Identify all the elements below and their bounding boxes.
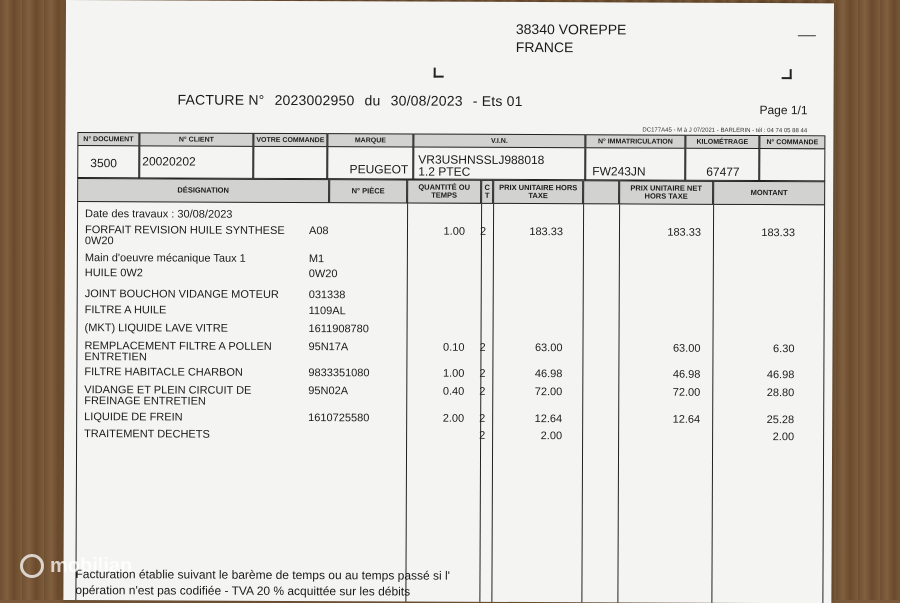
cell-piece: 9833351080 [308, 367, 369, 379]
val-votre-commande-cell [253, 147, 327, 179]
hdr-n-commande: N° COMMANDE [759, 135, 825, 149]
cell-d1: TRAITEMENT DECHETS [84, 428, 210, 441]
hdr-document: N° DOCUMENT [77, 132, 139, 146]
cell-pu: 183.33 [495, 226, 563, 238]
val-vin-detail: 1.2 PTEC [418, 166, 544, 179]
cell-piece: M1 [309, 253, 324, 265]
cell-pu: 63.00 [494, 342, 562, 354]
cell-d1: FILTRE HABITACLE CHARBON [84, 366, 243, 379]
val-document-cell [77, 146, 139, 178]
address-corner-right [782, 69, 792, 79]
work-date: Date des travaux : 30/08/2023 [85, 208, 232, 221]
hdr-designation [77, 178, 329, 203]
cell-ct: 2 [480, 226, 486, 238]
col-line [75, 202, 78, 602]
watermark-logo [20, 554, 132, 578]
cell-pun: 12.64 [620, 413, 700, 425]
col-line [581, 204, 584, 603]
cell-d1: REMPLACEMENT FILTRE A POLLEN [84, 340, 271, 353]
footer-line-2: opération n'est pas codifiée - TVA 20 % acquittée sur les débits [75, 582, 450, 600]
cell-qty: 0.40 [408, 385, 464, 397]
hdr-pu-label: PRIX UNITAIRE HORS TAXE [494, 184, 582, 200]
val-document: 3500 [90, 156, 117, 170]
cell-pun: 63.00 [620, 342, 700, 354]
hdr-votre-commande: VOTRE COMMANDE [253, 133, 327, 147]
col-line [491, 204, 494, 603]
invoice-number: 2023002950 [275, 92, 355, 108]
hdr-pu [493, 180, 583, 204]
cell-pun: 46.98 [620, 368, 700, 380]
cell-ct: 2 [479, 368, 485, 380]
hdr-piece-label: N° PIÈCE [352, 187, 385, 195]
invoice-du: du [365, 92, 381, 108]
val-vin: VR3USHNSSLJ988018 [418, 154, 544, 167]
customer-address [516, 20, 627, 56]
col-line [617, 204, 620, 603]
invoice-label: FACTURE N° [178, 91, 265, 107]
cell-piece: 0W20 [309, 268, 338, 280]
cell-montant: 46.98 [716, 369, 794, 381]
col-line [479, 204, 482, 603]
watermark-text: mobilian [50, 555, 132, 578]
cell-qty: 2.00 [408, 412, 464, 424]
cell-montant: 183.33 [717, 227, 795, 239]
cell-ct: 2 [479, 430, 485, 442]
address-city: 38340 VOREPPE [516, 20, 627, 38]
hdr-montant [713, 181, 825, 205]
hdr-montant-label: MONTANT [751, 189, 788, 197]
hdr-immat: N° IMMATRICULATION [585, 134, 685, 148]
cell-d1: JOINT BOUCHON VIDANGE MOTEUR [85, 288, 279, 301]
cell-montant: 6.30 [716, 343, 794, 355]
invoice-ets: - Ets 01 [473, 93, 523, 109]
val-immat-cell [585, 148, 685, 180]
cell-montant: 28.80 [716, 387, 794, 399]
val-km: 67477 [706, 165, 739, 179]
cell-piece: 95N17A [308, 341, 348, 353]
cell-pu: 2.00 [494, 430, 562, 442]
hdr-ct-label: C T [482, 184, 492, 200]
cell-d1: FORFAIT REVISION HUILE SYNTHESE [85, 224, 285, 237]
hdr-designation-label: DÉSIGNATION [177, 186, 229, 194]
val-marque: PEUGEOT [350, 162, 409, 176]
cell-piece: A08 [309, 225, 329, 237]
col-line [405, 203, 408, 603]
cell-qty: 1.00 [409, 225, 465, 237]
cell-pu: 46.98 [494, 368, 562, 380]
invoice-table [75, 132, 825, 603]
cell-d1: VIDANGE ET PLEIN CIRCUIT DE [84, 384, 251, 397]
cell-pu: 72.00 [494, 386, 562, 398]
invoice-date: 30/08/2023 [391, 92, 463, 108]
val-marque-cell [327, 147, 413, 179]
cell-ct: 2 [479, 342, 485, 354]
hdr-pun-label: PRIX UNITAIRE NET HORS TAXE [620, 184, 712, 200]
cell-piece: 1610725580 [308, 412, 369, 424]
cell-d1: FILTRE A HUILE [85, 304, 167, 316]
cell-d2: ENTRETIEN [84, 351, 146, 363]
cell-pun: 183.33 [621, 226, 701, 238]
cell-pun: 72.00 [620, 386, 700, 398]
dash-mark [798, 35, 816, 36]
hdr-qty [407, 179, 481, 203]
cell-montant: 25.28 [716, 414, 794, 426]
cell-piece: 1109AL [309, 305, 346, 317]
val-n-commande-cell [759, 149, 825, 181]
hdr-pun [619, 180, 713, 204]
hdr-qty-label: QUANTITÉ OU TEMPS [408, 183, 480, 199]
col-line [822, 205, 825, 603]
col-line [711, 205, 714, 603]
cell-piece: 031338 [309, 289, 346, 301]
cell-piece: 95N02A [308, 385, 348, 397]
page-number: Page 1/1 [759, 103, 807, 117]
cell-ct: 2 [479, 386, 485, 398]
cell-d2: FREINAGE ENTRETIEN [84, 395, 206, 408]
invoice-paper [63, 0, 834, 603]
cell-d1: Main d'oeuvre mécanique Taux 1 [85, 252, 246, 265]
val-immat: FW243JN [592, 164, 645, 178]
cell-d2: 0W20 [85, 235, 114, 247]
cell-piece: 1611908780 [309, 323, 369, 335]
val-client-cell [139, 146, 253, 178]
address-corner-left [434, 68, 444, 78]
hdr-ct [481, 180, 493, 204]
watermark-ring-icon [20, 554, 44, 578]
val-client: 20020202 [142, 154, 195, 168]
cell-pu: 12.64 [494, 413, 562, 425]
cell-ct: 2 [479, 413, 485, 425]
cell-qty: 1.00 [408, 367, 464, 379]
hdr-km: KILOMÉTRAGE [685, 135, 759, 149]
hdr-client: N° CLIENT [139, 132, 253, 146]
hdr-piece [329, 179, 407, 203]
val-km-cell [685, 149, 759, 181]
cell-montant: 2.00 [716, 431, 794, 443]
val-vin-cell [413, 148, 585, 181]
hdr-blank [583, 180, 619, 204]
hdr-marque: MARQUE [327, 133, 413, 147]
footer-line-1: Facturation établie suivant le barème de temps ou au temps passé si l' [75, 566, 450, 584]
cell-d1: HUILE 0W2 [85, 267, 143, 279]
cell-qty: 0.10 [408, 341, 464, 353]
cell-d1: LIQUIDE DE FREIN [84, 411, 182, 423]
form-reference: DC177A45 - M à J 07/2021 - BARLERIN - tél : 04 74 05 88 44 [642, 128, 807, 135]
hdr-vin: V.I.N. [413, 134, 585, 149]
address-country: FRANCE [516, 38, 627, 56]
invoice-title [178, 91, 529, 109]
cell-d1: (MKT) LIQUIDE LAVE VITRE [85, 322, 228, 335]
